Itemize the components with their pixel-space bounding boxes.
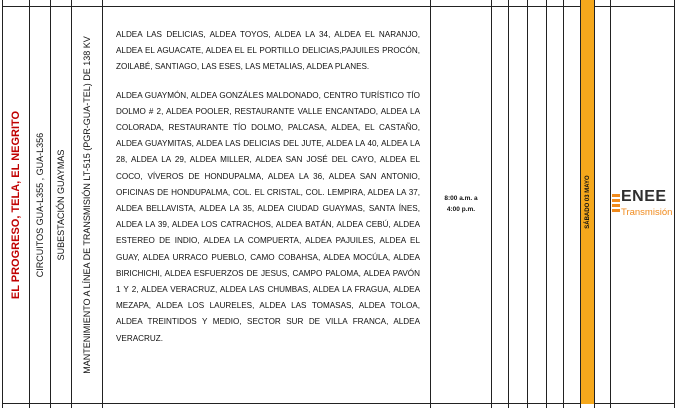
enee-logo (612, 190, 674, 220)
substation-label: SUBESTACIÓN GUAYMAS (56, 149, 66, 261)
column-divider (508, 0, 509, 408)
region-label: EL PROGRESO, TELA, EL NEGRITO (10, 110, 22, 300)
column-divider (610, 0, 611, 408)
substation-cell (51, 7, 71, 403)
affected-areas (116, 27, 420, 347)
affected-areas-paragraph: ALDEA LAS DELICIAS, ALDEA TOYOS, ALDEA LA 34, ALDEA EL NARANJO, ALDEA EL AGUACATE, ALDEA EL EL PORTILLO DELICIAS,PAJUILES PROCÓN, ZOILABÉ, SANTIAGO, LAS ESES, LAS METALIAS, ALDEA PLANES. (116, 30, 420, 72)
time-window (433, 193, 489, 215)
time-end: 4:00 p.m. (446, 206, 476, 213)
work-description-label: MANTENIMIENTO A LÍNEA DE TRANSMISIÓN LT-515 (PGR-GUA-TEL) DE 138 KV (82, 36, 92, 374)
column-divider (527, 0, 528, 408)
circuits-cell (30, 7, 50, 403)
column-divider (674, 0, 675, 408)
column-divider (102, 0, 103, 408)
affected-areas-paragraph: ALDEA GUAYMÓN, ALDEA GONZÁLES MALDONADO, CENTRO TURÍSTICO TÍO DOLMO # 2, ALDEA POOLER, RESTAURANTE VALLE ENCANTADO, ALDEA LA COLORADA, RESTAURANTE TÍO DOLMO, PALCASA, ALDEA, EL CASTAÑO, ALDEA GUAYMITAS, ALDEA LAS DELICIAS DEL JUTE, ALDEA LA 40, ALDEA LA 28, ALDEA LA 29, ALDEA MILLER, ALDEA SAN JOSÉ DEL CAYO, ALDEA EL COCO, VÍVEROS DE HONDUPALMA, ALDEA LA 36, ALDEA SAN ANTONIO, OFICINAS DE HONDUPALMA, COL. EL CRISTAL, COL. LEMPIRA, ALDEA LA 37, ALDEA BELLAVISTA, ALDEA LA 35, ALDEA CIUDAD GUAYMAS, SANTA ÍNES, ALDEA LA 39, ALDEA LOS CATRACHOS, ALDEA BATÁN, ALDEA CEBÚ, ALDEA ESTEREO DE INDIO, ALDEA LA COMPUERTA, ALDEA PAJUILES, ALDEA EL GUAY, ALDEA URRACO PUEBLO, CAMO COBAHSA, ALDEA MOCÚLA, ALDEA BIRICHICHI, ALDEA ESFUERZOS DE JESUS, CAMPO PALOMA, ALDEA PAVÓN 1 Y 2, ALDEA VERACRUZ, ALDEA LAS CHUMBAS, ALDEA LA FRAGUA, ALDEA MEZAPA, ALDEA LOS LAURELES, ALDEA LAS TOMASAS, ALDEA TOLOA, ALDEA TREINTIDOS Y MEDIO, SECTOR SUR DE VILLA FRANCA, ALDEA VERACRUZ. (116, 90, 420, 343)
region-cell (3, 7, 29, 403)
date-label: SÁBADO 03 MAYO (584, 175, 591, 229)
logo-subtitle: Transmisión (621, 207, 673, 218)
circuits-label: CIRCUITOS GUA-L355 , GUA-L356 (35, 132, 45, 278)
date-highlight-column (581, 0, 594, 404)
column-divider (563, 0, 564, 408)
logo-name: ENEE (621, 190, 667, 205)
column-divider (491, 0, 492, 408)
column-divider (594, 0, 595, 408)
column-divider (430, 0, 431, 408)
enee-logo-mark-icon (612, 194, 620, 212)
time-start: 8:00 a.m. a (444, 195, 478, 202)
column-divider (546, 0, 547, 408)
work-description-cell (72, 7, 102, 403)
